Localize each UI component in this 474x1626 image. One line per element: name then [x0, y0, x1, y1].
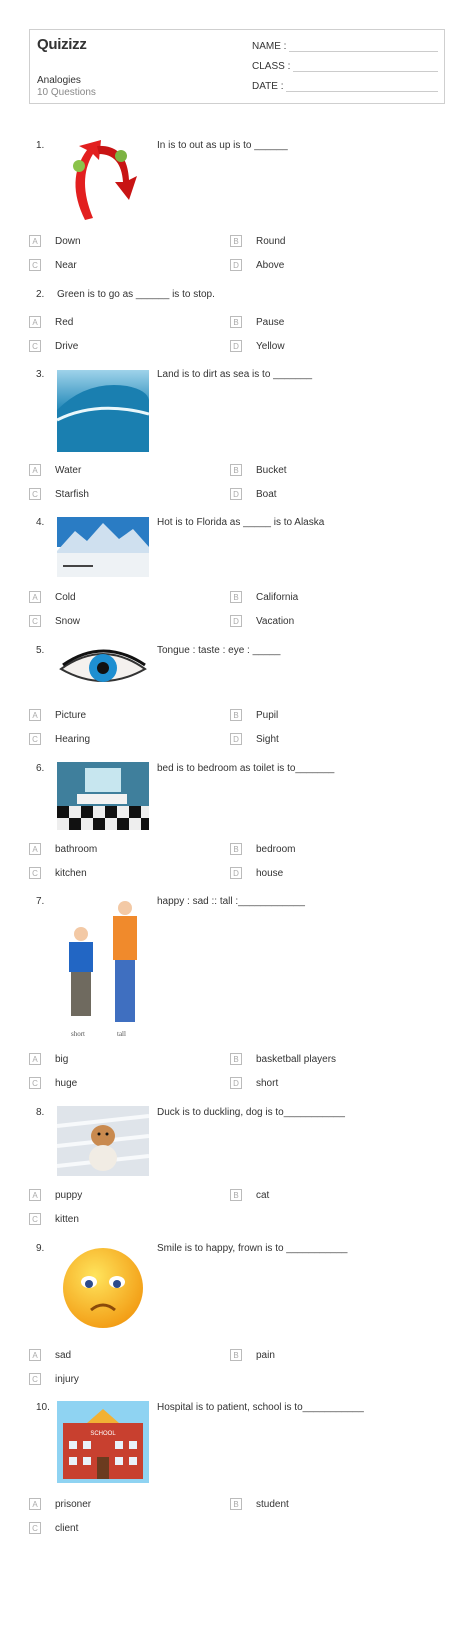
option-text: Starfish — [55, 488, 89, 500]
short-caption: short — [71, 1030, 85, 1038]
date-line — [286, 80, 438, 92]
option-text: big — [55, 1053, 69, 1065]
option-c[interactable] — [29, 1077, 77, 1089]
option-d[interactable] — [230, 340, 285, 352]
option-letter-box: B — [230, 1189, 242, 1201]
option-text: kitchen — [55, 867, 87, 879]
option-letter-box: A — [29, 709, 41, 721]
option-letter-box: C — [29, 340, 41, 352]
option-text: Round — [256, 235, 286, 247]
option-text: prisoner — [55, 1498, 92, 1510]
option-a[interactable] — [29, 1189, 82, 1201]
option-letter-box: C — [29, 488, 41, 500]
name-line — [289, 40, 438, 52]
option-c[interactable] — [29, 488, 89, 500]
question-text: Land is to dirt as sea is to _______ — [157, 369, 313, 380]
option-letter-box: C — [29, 733, 41, 745]
option-text: short — [256, 1077, 279, 1089]
question-count: 10 Questions — [37, 87, 96, 98]
option-letter-box: D — [230, 488, 242, 500]
question-number: 1. — [36, 140, 45, 151]
question-text: In is to out as up is to ______ — [157, 140, 288, 151]
quizizz-logo: Quizizz — [37, 36, 87, 53]
option-b[interactable] — [230, 1349, 275, 1361]
question-text: Duck is to duckling, dog is to___________ — [157, 1107, 345, 1118]
option-letter-box: A — [29, 1349, 41, 1361]
worksheet-header — [29, 29, 445, 104]
name-label: NAME : — [252, 41, 287, 52]
option-text: sad — [55, 1349, 72, 1361]
date-label: DATE : — [252, 81, 284, 92]
option-b[interactable] — [230, 843, 295, 855]
option-d[interactable] — [230, 867, 283, 879]
ocean-wave-image — [57, 370, 149, 452]
option-c[interactable] — [29, 259, 77, 271]
option-b[interactable] — [230, 591, 298, 603]
option-text: kitten — [55, 1213, 79, 1225]
question-number: 3. — [36, 369, 45, 380]
option-text: Sight — [256, 733, 279, 745]
option-a[interactable] — [29, 464, 81, 476]
option-letter-box: A — [29, 1189, 41, 1201]
short-tall-men-image — [57, 896, 149, 1041]
option-letter-box: A — [29, 316, 41, 328]
option-text: Near — [55, 259, 77, 271]
option-letter-box: C — [29, 1077, 41, 1089]
option-letter-box: B — [230, 843, 242, 855]
red-arrows-frogs-image — [57, 140, 139, 222]
option-letter-box: B — [230, 591, 242, 603]
question-number: 5. — [36, 645, 45, 656]
option-letter-box: D — [230, 615, 242, 627]
option-text: Water — [55, 464, 82, 476]
option-letter-box: A — [29, 843, 41, 855]
tall-caption: tall — [117, 1030, 126, 1038]
school-building-image — [57, 1401, 149, 1483]
option-letter-box: D — [230, 733, 242, 745]
option-b[interactable] — [230, 235, 285, 247]
option-letter-box: B — [230, 1498, 242, 1510]
option-a[interactable] — [29, 591, 76, 603]
option-letter-box: A — [29, 464, 41, 476]
option-letter-box: A — [29, 235, 41, 247]
question-number: 10. — [36, 1402, 50, 1413]
option-letter-box: D — [230, 340, 242, 352]
option-letter-box: B — [230, 709, 242, 721]
worksheet-title: Analogies — [37, 75, 81, 86]
option-letter-box: C — [29, 867, 41, 879]
option-d[interactable] — [230, 733, 279, 745]
option-c[interactable] — [29, 1373, 79, 1385]
option-text: bathroom — [55, 843, 98, 855]
option-a[interactable] — [29, 709, 86, 721]
question-number: 4. — [36, 517, 45, 528]
option-letter-box: A — [29, 1053, 41, 1065]
option-letter-box: C — [29, 1373, 41, 1385]
option-letter-box: D — [230, 1077, 242, 1089]
option-text: bedroom — [256, 843, 296, 855]
option-text: Snow — [55, 615, 81, 627]
option-a[interactable] — [29, 1053, 68, 1065]
option-text: client — [55, 1522, 79, 1534]
class-label: CLASS : — [252, 61, 291, 72]
option-letter-box: D — [230, 867, 242, 879]
option-text: Drive — [55, 340, 79, 352]
option-text: Hearing — [55, 733, 91, 745]
question-number: 8. — [36, 1107, 45, 1118]
puppy-image — [57, 1106, 149, 1176]
option-text: Yellow — [256, 340, 285, 352]
option-text: huge — [55, 1077, 78, 1089]
option-letter-box: B — [230, 1349, 242, 1361]
option-letter-box: B — [230, 464, 242, 476]
option-c[interactable] — [29, 340, 78, 352]
option-b[interactable] — [230, 316, 284, 328]
class-field[interactable] — [252, 60, 438, 72]
option-c[interactable] — [29, 867, 87, 879]
option-text: Above — [256, 259, 285, 271]
option-a[interactable] — [29, 1498, 91, 1510]
option-text: house — [256, 867, 284, 879]
option-text: California — [256, 591, 299, 603]
option-c[interactable] — [29, 615, 80, 627]
question-text: Green is to go as ______ is to stop. — [57, 289, 215, 300]
option-letter-box: A — [29, 591, 41, 603]
option-letter-box: B — [230, 1053, 242, 1065]
question-text: Smile is to happy, frown is to ___________ — [157, 1243, 348, 1254]
option-text: Cold — [55, 591, 76, 603]
option-text: basketball players — [256, 1053, 337, 1065]
option-letter-box: C — [29, 1213, 41, 1225]
option-b[interactable] — [230, 464, 287, 476]
option-a[interactable] — [29, 843, 97, 855]
option-letter-box: B — [230, 235, 242, 247]
option-text: Pupil — [256, 709, 279, 721]
option-text: Boat — [256, 488, 277, 500]
option-text: pain — [256, 1349, 275, 1361]
option-letter-box: A — [29, 1498, 41, 1510]
question-text: happy : sad :: tall :____________ — [157, 896, 305, 907]
option-d[interactable] — [230, 488, 277, 500]
question-text: Hospital is to patient, school is to___________ — [157, 1402, 364, 1413]
option-d[interactable] — [230, 1077, 278, 1089]
sad-emoji-image — [57, 1244, 149, 1332]
blue-eye-image — [57, 643, 149, 695]
option-text: Pause — [256, 316, 285, 328]
option-d[interactable] — [230, 615, 294, 627]
option-text: Vacation — [256, 615, 295, 627]
option-a[interactable] — [29, 316, 73, 328]
option-b[interactable] — [230, 1498, 289, 1510]
option-text: Bucket — [256, 464, 287, 476]
date-field[interactable] — [252, 80, 438, 92]
option-c[interactable] — [29, 733, 90, 745]
option-text: student — [256, 1498, 289, 1510]
question-number: 6. — [36, 763, 45, 774]
option-a[interactable] — [29, 1349, 71, 1361]
class-line — [293, 60, 438, 72]
option-letter-box: B — [230, 316, 242, 328]
question-text: Hot is to Florida as _____ is to Alaska — [157, 517, 325, 528]
option-d[interactable] — [230, 259, 284, 271]
snowy-mountains-sled-image — [57, 517, 149, 577]
option-c[interactable] — [29, 1213, 79, 1225]
option-text: Red — [55, 316, 74, 328]
bathroom-image — [57, 762, 149, 830]
school-sign: SCHOOL — [90, 1431, 116, 1437]
option-text: Picture — [55, 709, 87, 721]
option-b[interactable] — [230, 1189, 269, 1201]
option-text: cat — [256, 1189, 270, 1201]
option-text: puppy — [55, 1189, 83, 1201]
option-letter-box: D — [230, 259, 242, 271]
question-number: 2. — [36, 289, 45, 300]
option-letter-box: C — [29, 259, 41, 271]
question-text: Tongue : taste : eye : _____ — [157, 645, 281, 656]
option-c[interactable] — [29, 1522, 78, 1534]
option-b[interactable] — [230, 1053, 336, 1065]
option-letter-box: C — [29, 615, 41, 627]
option-letter-box: C — [29, 1522, 41, 1534]
question-number: 7. — [36, 896, 45, 907]
name-field[interactable] — [252, 40, 438, 52]
option-b[interactable] — [230, 709, 278, 721]
question-text: bed is to bedroom as toilet is to_______ — [157, 763, 335, 774]
option-text: Down — [55, 235, 81, 247]
option-text: injury — [55, 1373, 79, 1385]
question-number: 9. — [36, 1243, 45, 1254]
option-a[interactable] — [29, 235, 81, 247]
